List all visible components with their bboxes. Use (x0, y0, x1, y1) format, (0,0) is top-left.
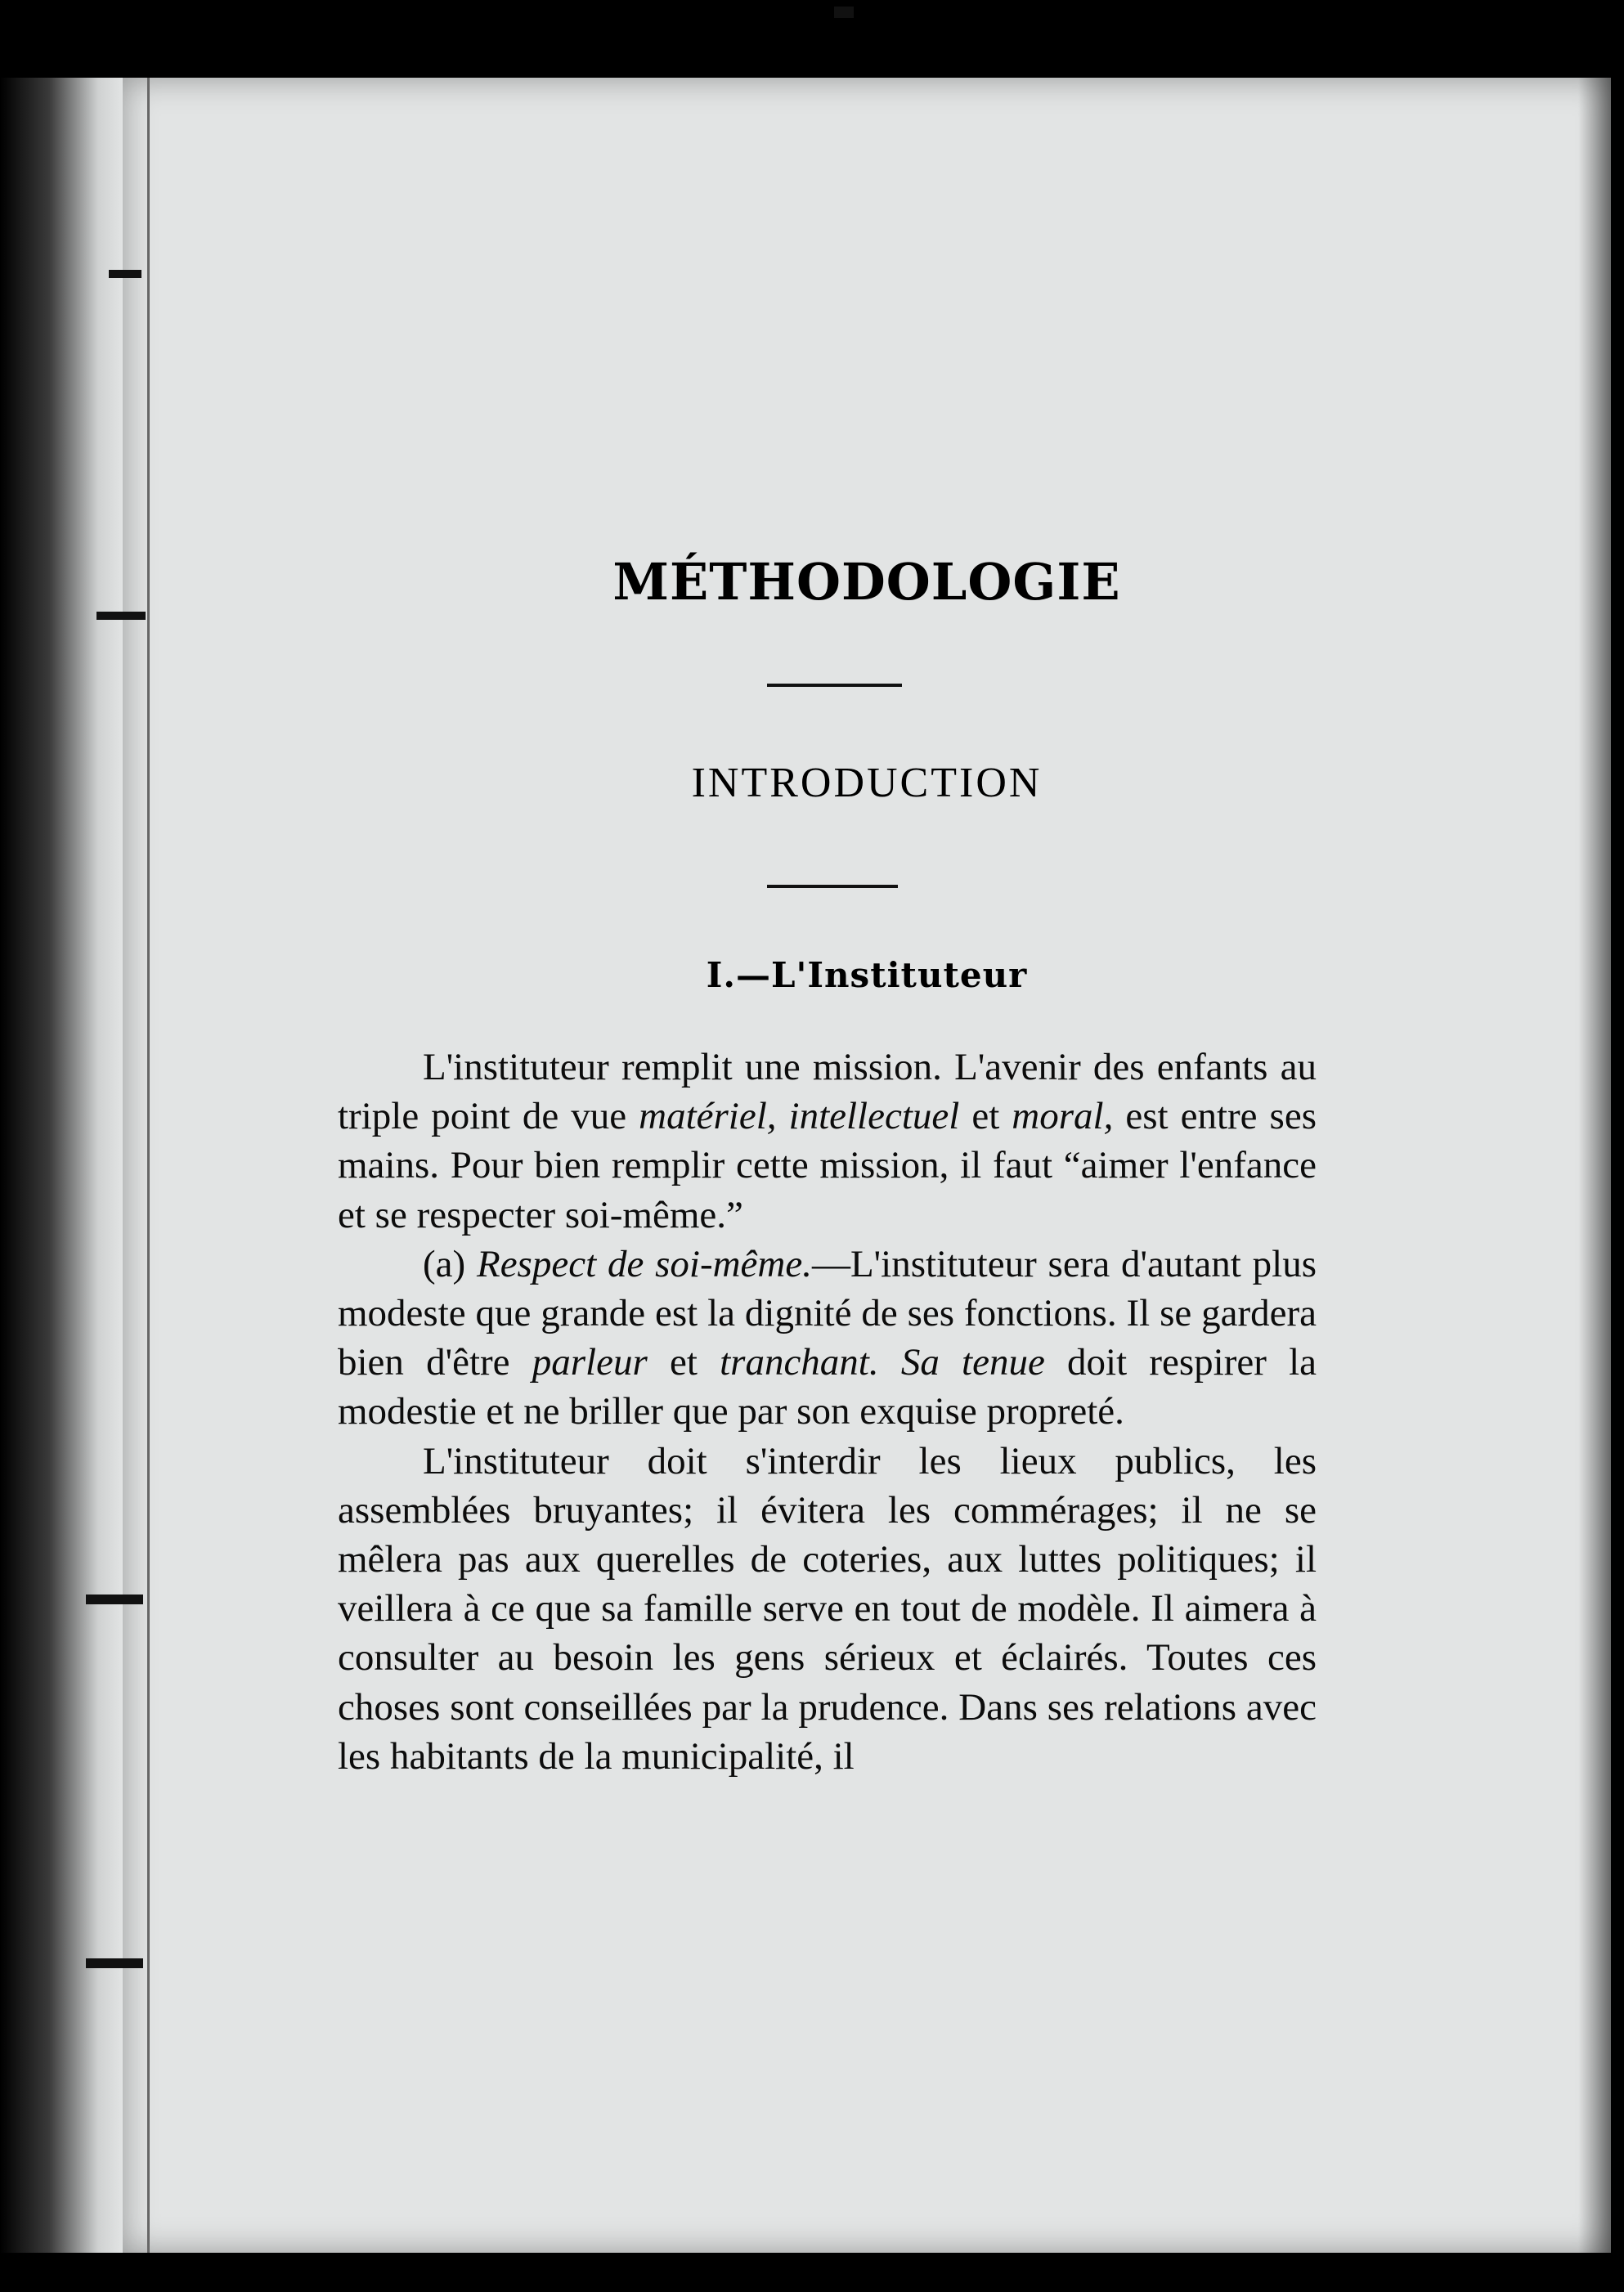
subheading-rule (767, 885, 898, 888)
scan-mark (109, 270, 141, 278)
page-heading: MÉTHODOLOGIE (612, 552, 1121, 612)
scan-mark (96, 612, 146, 620)
page-subheading: INTRODUCTION (691, 760, 1043, 806)
paragraph-conduct: L'instituteur doit s'interdir les lieux publics, les assemblées bruyantes; il évitera les commérages; il ne se mêlera pas aux querelles de coteries, aux luttes politiques; il veillera à ce que sa famille serve en tout de modèle. Il aimera à consulter au besoin les gens sérieux et éclairés. Toutes ces choses sont conseillées par la prudence. Dans ses relations avec les habitants de la municipalité, il (338, 1439, 1317, 1778)
scan-mark (834, 7, 854, 18)
binding-line (147, 78, 150, 2253)
scan-left-edge (0, 78, 123, 2253)
scan-mark (86, 1595, 143, 1604)
section-title: I.—L'Instituteur (706, 955, 1028, 995)
paragraph-introduction: L'instituteur remplit une mission. L'avenir des enfants au triple point de vue matériel, intellectuel et moral, est entre ses mains. Pour bien remplir cette mission, il faut “aimer l'enfance et se respecter soi-même.” (338, 1046, 1317, 1236)
body-text (338, 1043, 1317, 1781)
heading-rule (767, 684, 902, 687)
scan-mark (86, 1958, 143, 1968)
paragraph-respect: (a) Respect de soi-même.—L'instituteur sera d'autant plus modeste que grande est la dignité de ses fonctions. Il se gardera bien d'être parleur et tranchant. Sa tenue doit respirer la modestie et ne briller que par son exquise propreté. (338, 1242, 1317, 1433)
